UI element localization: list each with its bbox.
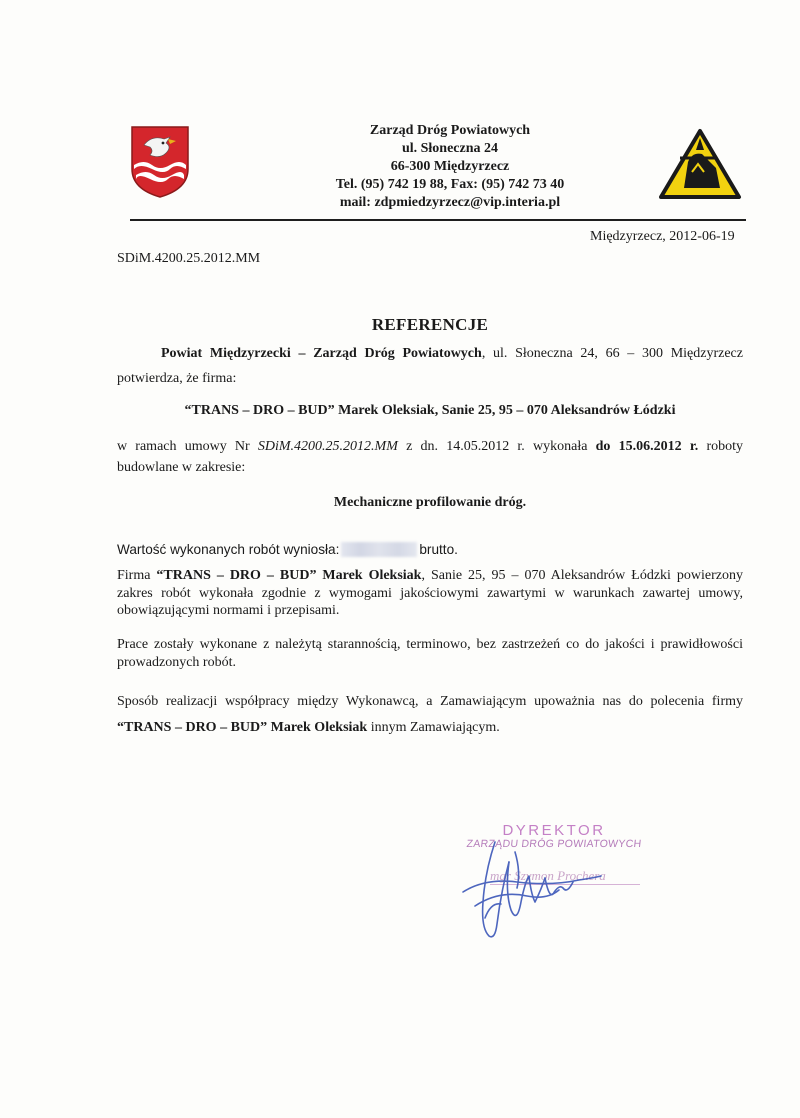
quality-line-3: obowiązującymi normami i przepisami. <box>117 603 340 618</box>
stamp-title: DYREKTOR <box>502 822 606 839</box>
recommendation-line-2 <box>117 719 743 737</box>
stamp-name: mgr Szymon Prochera <box>490 868 606 883</box>
reference-number: SDiM.4200.25.2012.MM <box>117 251 261 266</box>
document-date: Międzyrzecz, 2012-06-19 <box>590 229 735 244</box>
contract-text-b: z dn. 14.05.2012 r. wykonała <box>397 439 596 454</box>
diligence-line-2: prowadzonych robót. <box>117 655 236 670</box>
org-name: Zarząd Dróg Powiatowych <box>369 123 531 138</box>
org-street: ul. Słoneczna 24 <box>401 141 499 156</box>
contract-line-2: budowlane w zakresie: <box>117 460 246 475</box>
diligence-line-1: Prace zostały wykonane z należytą starannością, terminowo, bez zastrzeżeń co do jakości i prawidłowości <box>117 637 743 652</box>
coat-of-arms-icon <box>130 125 190 199</box>
org-email: mail: zdpmiedzyrzecz@vip.interia.pl <box>339 195 561 210</box>
work-scope: Mechaniczne profilowanie dróg. <box>333 495 527 510</box>
org-phone: Tel. (95) 742 19 88, Fax: (95) 742 73 40 <box>335 177 565 192</box>
company-name: “TRANS – DRO – BUD” Marek Oleksiak, Sanie 25, 95 – 070 Aleksandrów Łódzki <box>184 403 676 418</box>
issuer-address: , ul. Słoneczna 24, 66 – 300 Międzyrzecz <box>481 346 743 361</box>
value-suffix: brutto. <box>419 542 458 557</box>
road-works-sign-icon <box>658 128 742 200</box>
contract-text-a: w ramach umowy Nr <box>117 439 258 454</box>
director-signature <box>455 832 605 944</box>
stamp-subtitle: ZARZĄDU DRÓG POWIATOWYCH <box>465 838 643 850</box>
letterhead <box>300 122 600 212</box>
recommendation-rest: innym Zamawiającym. <box>367 720 500 735</box>
quality-text-b: , Sanie 25, 95 – 070 Aleksandrów Łódzki powierzony <box>421 568 743 583</box>
header-divider <box>130 219 746 221</box>
recommendation-line-1: Sposób realizacji współpracy między Wykonawcą, a Zamawiającym upoważnia nas do polecenia firmy <box>117 694 743 709</box>
issuer-name: Powiat Międzyrzecki – Zarząd Dróg Powiatowych <box>161 346 482 361</box>
contract-text-c: roboty <box>698 439 744 454</box>
intro-line-1 <box>117 345 743 363</box>
contract-value-line <box>117 541 743 559</box>
intro-line-2: potwierdza, że firma: <box>117 371 237 386</box>
org-city: 66-300 Międzyrzecz <box>390 159 510 174</box>
contract-line-1 <box>117 438 743 456</box>
quality-company: “TRANS – DRO – BUD” Marek Oleksiak <box>156 568 422 583</box>
quality-line-2: zakres robót wykonała zgodnie z wymogami jakościowymi zawartymi w warunkach zawartej umowy, <box>117 586 743 601</box>
contract-deadline: do 15.06.2012 r. <box>595 439 699 454</box>
recommended-company: “TRANS – DRO – BUD” Marek Oleksiak <box>117 720 368 735</box>
document-title: REFERENCJE <box>371 315 489 334</box>
value-label: Wartość wykonanych robót wyniosła: <box>117 542 340 557</box>
contract-number: SDiM.4200.25.2012.MM <box>257 439 398 454</box>
quality-line-1 <box>117 567 743 585</box>
quality-text-a: Firma <box>117 568 157 583</box>
redacted-amount <box>341 542 417 557</box>
